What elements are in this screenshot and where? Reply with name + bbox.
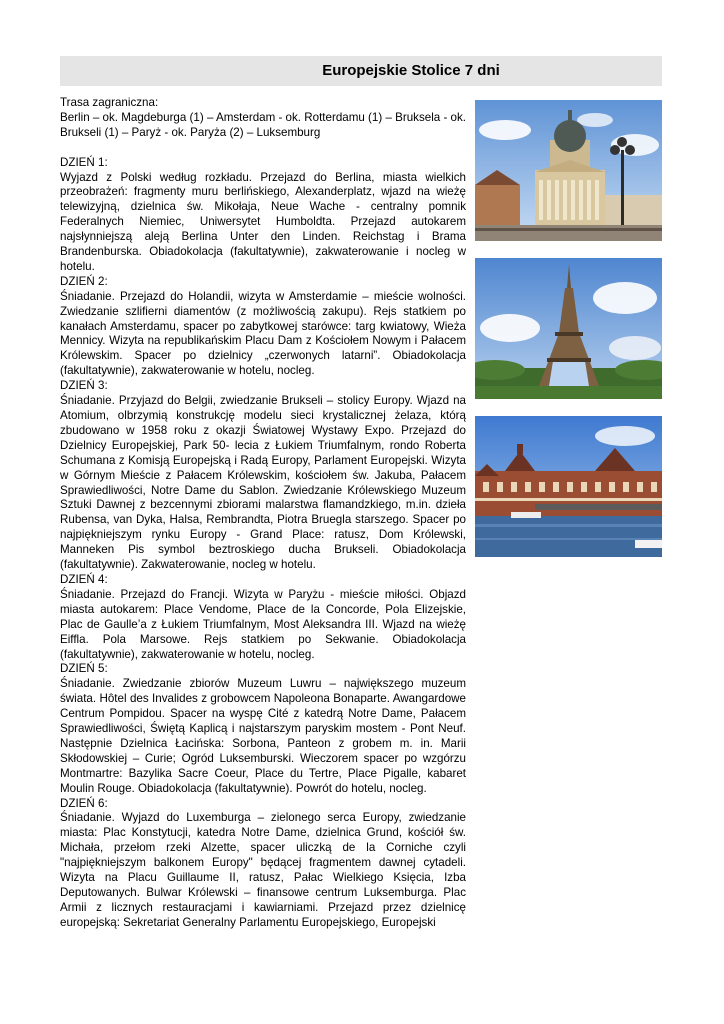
- day-text: Wyjazd z Polski według rozkładu. Przejazd do Berlina, miasta wielkich przeobrażeń: fragmenty muru berlińskiego, Alexanderplatz, wjazd na wieżę telewizyjną, dzielnica św. Mikołaja, Neue Wache - centralny pomnik Federalnych Niemiec, Uniwersytet Humboldta. Przejazd autokarem najsłynniejszą aleją Berlina Unter den Linden. Reichstag i Brama Brandenburska. Obiadokolacja (fakultatywnie), zakwaterowanie i nocleg w hotelu.: [60, 170, 466, 273]
- day-heading: DZIEŃ 3:: [60, 379, 108, 393]
- route-description: Berlin – ok. Magdeburga (1) – Amsterdam - ok. Rotterdamu (1) – Bruksela - ok. Brukseli (1) – Paryż - ok. Paryża (2) – Luksemburg: [60, 110, 466, 139]
- itinerary-text: [60, 96, 466, 931]
- day-heading: DZIEŃ 6:: [60, 796, 108, 810]
- day-text: Śniadanie. Zwiedzanie zbiorów Muzeum Luwru – największego muzeum świata. Hôtel des Invalides z grobowcem Napoleona Bonaparte. Awangardowe Centrum Pompidou. Spacer na wyspę Cité z katedrą Notre Dame, Pałacem Sprawiedliwości, Świętą Kaplicą i najstarszym paryskim mostem - Pont Neuf. Następnie Dzielnica Łacińska: Sorbona, Panteon z grobem m. in. Marii Skłodowskiej – Curie; Ogród Luksemburski. Wieczorem spacer po wzgórzu Montmartre: Bazylika Sacre Coeur, Place du Tertre, Place Pigalle, kabaret Moulin Rouge. Obiadokolacja (fakultatywnie). Powrót do hotelu, nocleg.: [60, 677, 466, 795]
- spacer: [60, 141, 466, 156]
- berlin-cathedral-illustration: [475, 100, 662, 241]
- title-bar: [60, 56, 662, 86]
- day-heading: DZIEŃ 1:: [60, 155, 108, 169]
- eiffel-tower-illustration: [475, 258, 662, 399]
- paris-photo: [475, 258, 662, 399]
- route-heading: Trasa zagraniczna:: [60, 96, 159, 109]
- day-text: Śniadanie. Przejazd do Holandii, wizyta w Amsterdamie – mieście wolności. Zwiedzanie szlifierni diamentów (z możliwością zakupu). Rejs statkiem po kanałach Amsterdamu, spacer po zabytkowej starówce: targ kwiatowy, Wieża Mennicy. Wizyta na republikańskim Placu Dam z Kościołem Nowym i Pałacem Królewskim. Spacer po dzielnicy „czerwonych latarni”. Obiadokolacja (fakultatywnie), zakwaterowanie w hotelu, nocleg.: [60, 289, 466, 378]
- day-text: Śniadanie. Przejazd do Francji. Wizyta w Paryżu - mieście miłości. Objazd miasta autokarem: Place Vendome, Place de la Concorde, Pola Elizejskie, Plac de Gaulle’a z Łukiem Triumfalnym, Most Aleksandra III. Wjazd na wieżę Eiffla. Pola Marsowe. Rejs statkiem po Sekwanie. Obiadokolacja (fakultatywnie), zakwaterowanie w hotelu, nocleg.: [60, 587, 466, 661]
- day-heading: DZIEŃ 2:: [60, 274, 108, 288]
- day-heading: DZIEŃ 4:: [60, 572, 108, 586]
- day-text: Śniadanie. Przyjazd do Belgii, zwiedzanie Brukseli – stolicy Europy. Wjazd na Atomium, olbrzymią konstrukcję modelu sieci krystalicznej żelaza, którą zbudowano w 1958 roku z okazji Światowej Wystawy Expo. Przejazd do Dzielnicy Europejskiej, Park 50- lecia z Łukiem Triumfalnym, rondo Roberta Schumana z Komisją Europejską i Radą Europy, Parlament Europejski. Wizyta w Górnym Mieście z Pałacem Królewskim, kościołem św. Jakuba, Pałacem Sprawiedliwości, Notre Dame du Sablon. Zwiedzanie Królewskiego Muzeum Sztuki Dawnej z bezcennymi zbiorami malarstwa flamandzkiego, m.in. dzieła Rubensa, van Dyka, Halsa, Rembrandta, Piotra Bruegla starszego. Spacer po najpiękniejszym rynku Europy - Grand Place: ratusz, Dom Królewski, Manneken Pis symbol beztroskiego ducha Brukseli. Obiadokolacja (fakultatywnie). Zakwaterowanie, nocleg w hotelu.: [60, 394, 466, 572]
- page-title: Europejskie Stolice 7 dni: [322, 62, 500, 79]
- day-text: Śniadanie. Wyjazd do Luxemburga – zielonego serca Europy, zwiedzanie miasta: Plac Konstytucji, katedra Notre Dame, dzielnica Grund, kościół św. Michała, przełom rzeki Alzette, spacer uliczką de la Corniche czyli "najpiękniejszym balkonem Europy" będącej fragmentem dawnej cytadeli. Wizyta na Placu Guillaume II, ratusz, Pałac Wielkiego Księcia, Izba Deputowanych. Bulwar Królewski – finansowe centrum Luksemburga. Plac Armii z licznych restauracjami i kawiarniami. Przejazd przez dzielnicę europejską: Sekretariat Generalny Parlamentu Europejskiego, Europejski: [60, 811, 466, 929]
- berlin-photo: [475, 100, 662, 241]
- day-heading: DZIEŃ 5:: [60, 662, 108, 676]
- amsterdam-photo: [475, 416, 662, 557]
- amsterdam-station-illustration: [475, 416, 662, 557]
